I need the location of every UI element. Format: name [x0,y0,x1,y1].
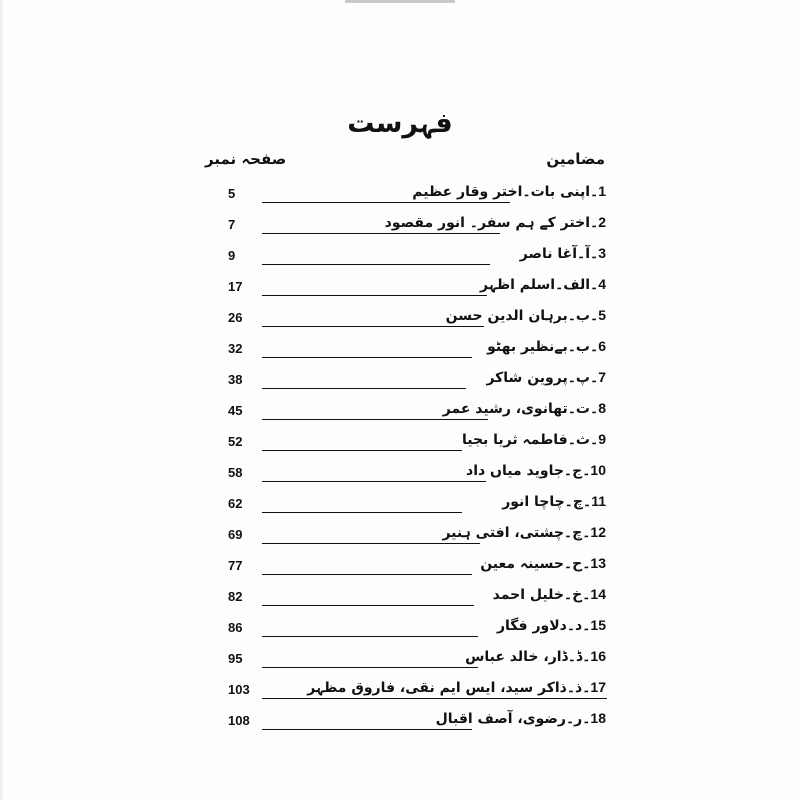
leader-line [262,729,472,730]
toc-entry-number: 12 [590,524,606,540]
toc-entry-text: ب۔بےنظیر بھٹو [487,339,590,355]
toc-entry-page: 58 [228,465,243,480]
toc-entry-page: 77 [228,558,243,573]
toc-entry-title [480,276,606,293]
toc-entry [222,273,606,304]
leader-line [262,605,474,606]
header-subjects: مضامین [546,150,605,168]
toc-entry [222,490,606,521]
toc-entry-title [480,555,606,572]
toc-entry-text: چ۔چشتی، افتی ہنیر [442,525,583,541]
toc-entry [222,397,606,428]
toc-entry-separator: ۔ [582,618,591,634]
toc-entry-separator: ۔ [590,215,599,231]
toc-entry-title [443,400,606,417]
toc-entry-page: 5 [228,186,236,201]
toc-entry [222,304,606,335]
toc-entry-number: 8 [598,400,606,416]
toc-entry [222,676,606,707]
toc-entry-page: 9 [228,248,236,263]
leader-line [262,667,478,668]
toc-entry [222,366,606,397]
toc-entry-text: ر۔رضوی، آصف اقبال [435,711,583,727]
toc-entry-separator: ۔ [590,308,599,324]
leader-line [262,233,500,234]
toc-entry-title [465,648,606,665]
toc-entry-number: 14 [590,586,606,602]
page-title: فہرست [347,108,453,139]
toc-entry-text: پ۔پروین شاکر [486,370,590,386]
toc-entry-text: د۔دلاور فگار [496,618,583,634]
toc-entry-page: 95 [228,651,243,666]
toc-entry-text: چ۔چاچا انور [502,494,583,510]
leader-line [262,357,472,358]
toc-entry-separator: ۔ [590,432,599,448]
toc-entry-page: 86 [228,620,243,635]
toc-entry [222,521,606,552]
toc-entry [222,645,606,676]
toc-entry-title [442,524,606,541]
toc-entry-text: ڈ۔ڈار، خالد عباس [465,649,583,665]
toc-entry-text: ذ۔ذاکر سید، ایس ایم نقی، فاروق مظہر [307,680,583,696]
toc-entry-separator: ۔ [590,401,599,417]
toc-entry-text: اپنی بات۔اختر وقار عظیم [412,184,590,200]
leader-line [262,698,607,699]
toc-entry-number: 2 [598,214,606,230]
toc-entry-text: الف۔اسلم اظہر [480,277,590,293]
toc-entry [222,614,606,645]
toc-entry-separator: ۔ [590,370,599,386]
toc-entry-number: 18 [590,710,606,726]
toc-entry-title [385,214,606,231]
toc-entry-separator: ۔ [582,680,591,696]
toc-entry-title [412,183,606,200]
toc-entry-page: 17 [228,279,243,294]
toc-entry-page: 103 [228,682,250,697]
toc-entry-title [502,493,606,510]
toc-entry-page: 7 [228,217,236,232]
toc-entry-number: 13 [590,555,606,571]
toc-entry [222,552,606,583]
toc-entry-page: 45 [228,403,243,418]
table-of-contents [222,180,606,738]
leader-line [262,295,487,296]
toc-entry-page: 82 [228,589,243,604]
toc-entry-number: 15 [590,617,606,633]
toc-entry-text: ح۔حسینہ معین [480,556,583,572]
toc-entry [222,428,606,459]
toc-entry-number: 1 [598,183,606,199]
toc-entry-title [486,369,606,386]
toc-entry-page: 32 [228,341,243,356]
toc-entry-text: ت۔تھانوی، رشید عمر [442,401,590,417]
toc-entry-title [446,307,606,324]
toc-entry-text: ب۔برہان الدین حسن [445,308,590,324]
toc-entry [222,211,606,242]
toc-entry-number: 7 [598,369,606,385]
toc-entry-separator: ۔ [582,556,591,572]
scan-edge-top [345,0,455,3]
leader-line [262,636,478,637]
toc-entry [222,707,606,738]
toc-entry-text: ج۔جاوید میاں داد [466,463,583,479]
toc-entry-number: 9 [598,431,606,447]
toc-entry-title [307,679,606,696]
toc-entry-number: 11 [591,493,606,509]
toc-entry-title [436,710,606,727]
toc-entry-separator: ۔ [590,246,599,262]
toc-entry-separator: ۔ [582,494,592,510]
toc-entry-number: 6 [598,338,606,354]
toc-entry-number: 3 [598,245,606,261]
toc-entry-text: ث۔فاطمہ ثریا بجیا [461,432,590,448]
leader-line [262,450,462,451]
toc-entry-page: 62 [228,496,243,511]
leader-line [262,419,488,420]
leader-line [262,512,462,513]
toc-entry-text: اختر کے ہم سفر۔ انور مقصود [384,215,590,231]
toc-entry-title [520,245,606,262]
toc-entry [222,242,606,273]
toc-entry-page: 52 [228,434,243,449]
toc-entry-title [466,462,606,479]
leader-line [262,326,484,327]
toc-entry-title [487,338,606,355]
toc-header [205,150,605,176]
toc-entry-separator: ۔ [582,711,591,727]
toc-entry-title [462,431,606,448]
toc-entry-number: 4 [598,276,606,292]
toc-entry-number: 17 [590,679,606,695]
leader-line [262,388,466,389]
toc-entry-separator: ۔ [582,463,591,479]
toc-entry-number: 16 [590,648,606,664]
toc-entry-separator: ۔ [590,339,599,355]
leader-line [262,264,490,265]
leader-line [262,543,480,544]
leader-line [262,481,486,482]
toc-entry [222,180,606,211]
toc-entry-separator: ۔ [590,277,599,293]
toc-entry-text: خ۔خلیل احمد [492,587,583,603]
toc-entry [222,583,606,614]
toc-entry-separator: ۔ [582,649,591,665]
toc-entry-title [497,617,606,634]
toc-entry [222,459,606,490]
toc-entry-page: 69 [228,527,243,542]
leader-line [262,202,510,203]
toc-entry-text: آ۔آغا ناصر [519,246,590,262]
toc-entry-separator: ۔ [582,587,591,603]
leader-line [262,574,472,575]
toc-entry-number: 10 [590,462,606,478]
toc-entry-separator: ۔ [590,184,599,200]
toc-entry-title [493,586,606,603]
toc-entry-page: 26 [228,310,243,325]
toc-entry-page: 38 [228,372,243,387]
toc-entry-page: 108 [228,713,250,728]
toc-entry [222,335,606,366]
toc-entry-separator: ۔ [582,525,591,541]
toc-entry-number: 5 [598,307,606,323]
header-page-number: صفحہ نمبر [205,150,287,168]
